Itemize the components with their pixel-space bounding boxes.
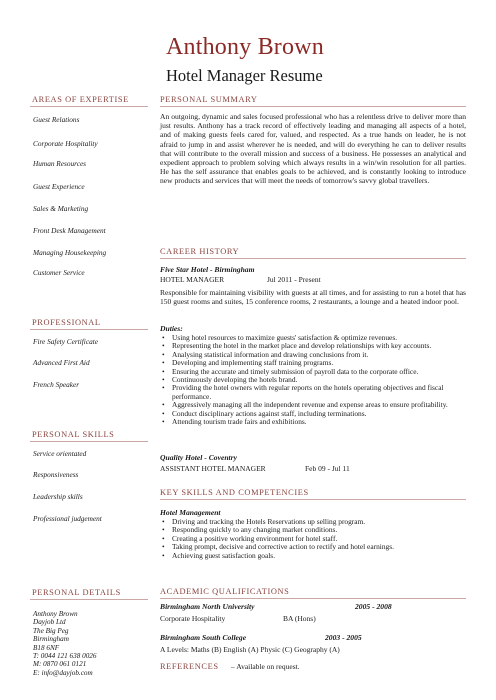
key-skills-list (160, 518, 466, 560)
job-dates: Jul 2011 - Present (267, 275, 321, 284)
contact-email[interactable]: E: info@dayjob.com (33, 668, 93, 677)
school-years: 2003 - 2005 (325, 633, 362, 642)
resume-name: Anthony Brown (166, 34, 324, 60)
duty-item: • Ensuring the accurate and timely submission of payroll data to the corporate office. (160, 368, 466, 376)
duty-item: • Developing and implementing staff training programs. (160, 359, 466, 367)
contact-details (33, 610, 97, 677)
summary-text: An outgoing, dynamic and sales focused professional who has a relentless drive to deliver more than just results. Anthony has a track record of effectively leading and managing all aspects of a hotel, and of making guests feels cared for, valued, and respected. As a true hands on leader, he is not afraid to jump in and assist wherever he is needed, and will do everything he can to deliver results that will contribute to the overall mission and success of a business. He possesses an analytical and expedient approach to problem solving which always results in a win/win resolution for all parties. He has the self assurance that enables goals to be achieved, and is constantly looking to introduce new products and services that will meet the needs of tomorrow's savvy global travellers. (160, 112, 466, 186)
professional-heading: PROFESSIONAL (32, 318, 101, 327)
key-skills-subheading: Hotel Management (160, 508, 221, 517)
divider (30, 106, 148, 107)
job-employer: Quality Hotel - Coventry (160, 453, 237, 462)
course-name: A Levels: Maths (B) English (A) Physic (C) Geography (A) (160, 645, 340, 654)
key-skills-heading: KEY SKILLS AND COMPETENCIES (160, 488, 309, 497)
career-history-heading: CAREER HISTORY (160, 247, 240, 256)
divider (30, 329, 148, 330)
contact-mobile[interactable]: M: 0870 061 0121 (33, 660, 87, 669)
school-years: 2005 - 2008 (355, 602, 392, 611)
school-name: Birmingham South College (160, 633, 247, 642)
contact-city: Birmingham (33, 635, 69, 644)
duty-item: • Analysing statistical information and drawing conclusions from it. (160, 351, 466, 359)
references-text: – Available on request. (231, 662, 300, 671)
expertise-item: Managing Housekeeping (33, 248, 107, 257)
divider (30, 441, 148, 442)
duty-item: • Providing the hotel owners with regular reports on the hotels operating objectives and fiscal performance. (160, 384, 466, 401)
professional-item: Advanced First Aid (33, 358, 90, 367)
academic-heading: ACADEMIC QUALIFICATIONS (160, 587, 290, 596)
duty-item: • Aggressively managing all the independent revenue and expense areas to ensure profitability. (160, 401, 466, 409)
job-dates: Feb 09 - Jul 11 (305, 464, 350, 473)
skill-item: Professional judgement (33, 514, 102, 523)
duties-label: Duties: (160, 324, 183, 333)
job-role: ASSISTANT HOTEL MANAGER (160, 464, 266, 473)
skill-bullet: • Taking prompt, decisive and corrective action to rectify and hotel earnings. (160, 543, 466, 551)
skill-item: Leadership skills (33, 492, 83, 501)
job-description: Responsible for maintaining visibility with guests at all times, and for assisting to run a hotel that has 150 guest rooms and suites, 15 conference rooms, 2 restaurants, a lounge and a heated indoor pool. (160, 288, 466, 307)
contact-company: Dayjob Ltd (33, 618, 66, 627)
divider (160, 258, 466, 259)
skill-bullet: • Creating a positive working environment for hotel staff. (160, 535, 466, 543)
duty-item: • Conduct disciplinary actions against staff, including terminations. (160, 410, 466, 418)
contact-telephone[interactable]: T: 0044 121 638 0026 (33, 652, 97, 661)
resume-title: Hotel Manager Resume (166, 66, 323, 85)
course-name: Corporate Hospitality (160, 614, 226, 623)
course-award: BA (Hons) (283, 614, 316, 623)
professional-item: Fire Safety Certificate (33, 337, 98, 346)
contact-address: The Big Peg (33, 626, 69, 635)
divider (160, 106, 466, 107)
skill-bullet: • Driving and tracking the Hotels Reservations up selling program. (160, 518, 466, 526)
duty-item: • Continuously developing the hotels brand. (160, 376, 466, 384)
expertise-item: Front Desk Management (33, 226, 106, 235)
contact-name: Anthony Brown (33, 610, 78, 618)
skill-bullet: • Achieving guest satisfaction goals. (160, 552, 466, 560)
skill-item: Responsiveness (33, 470, 79, 479)
divider (160, 499, 466, 500)
personal-summary-heading: PERSONAL SUMMARY (160, 95, 258, 104)
school-name: Birmingham North University (160, 602, 255, 611)
personal-details-heading: PERSONAL DETAILS (32, 588, 121, 597)
expertise-item: Sales & Marketing (33, 204, 89, 213)
personal-skills-heading: PERSONAL SKILLS (32, 430, 115, 439)
duty-item: • Using hotel resources to maximize guests' satisfaction & optimize revenues. (160, 334, 466, 342)
job-employer: Five Star Hotel - Birmingham (160, 265, 255, 274)
skill-item: Service orientated (33, 449, 87, 458)
divider (160, 598, 466, 599)
divider (30, 599, 148, 600)
expertise-item: Guest Relations (33, 115, 80, 124)
areas-of-expertise-heading: AREAS OF EXPERTISE (32, 95, 129, 104)
duties-list (160, 334, 466, 426)
duty-item: • Representing the hotel in the market place and develop relationships with key accounts. (160, 342, 466, 350)
expertise-item: Human Resources (33, 159, 87, 168)
duty-item: • Attending tourism trade fairs and exhibitions. (160, 418, 466, 426)
contact-postcode: B18 6NF (33, 643, 60, 652)
expertise-item: Customer Service (33, 268, 85, 277)
job-role: HOTEL MANAGER (160, 275, 225, 284)
professional-item: French Speaker (33, 380, 80, 389)
expertise-item: Corporate Hospitality (33, 139, 98, 148)
references-heading: REFERENCES (160, 662, 219, 671)
expertise-item: Guest Experience (33, 182, 85, 191)
skill-bullet: • Responding quickly to any changing market conditions. (160, 526, 466, 534)
